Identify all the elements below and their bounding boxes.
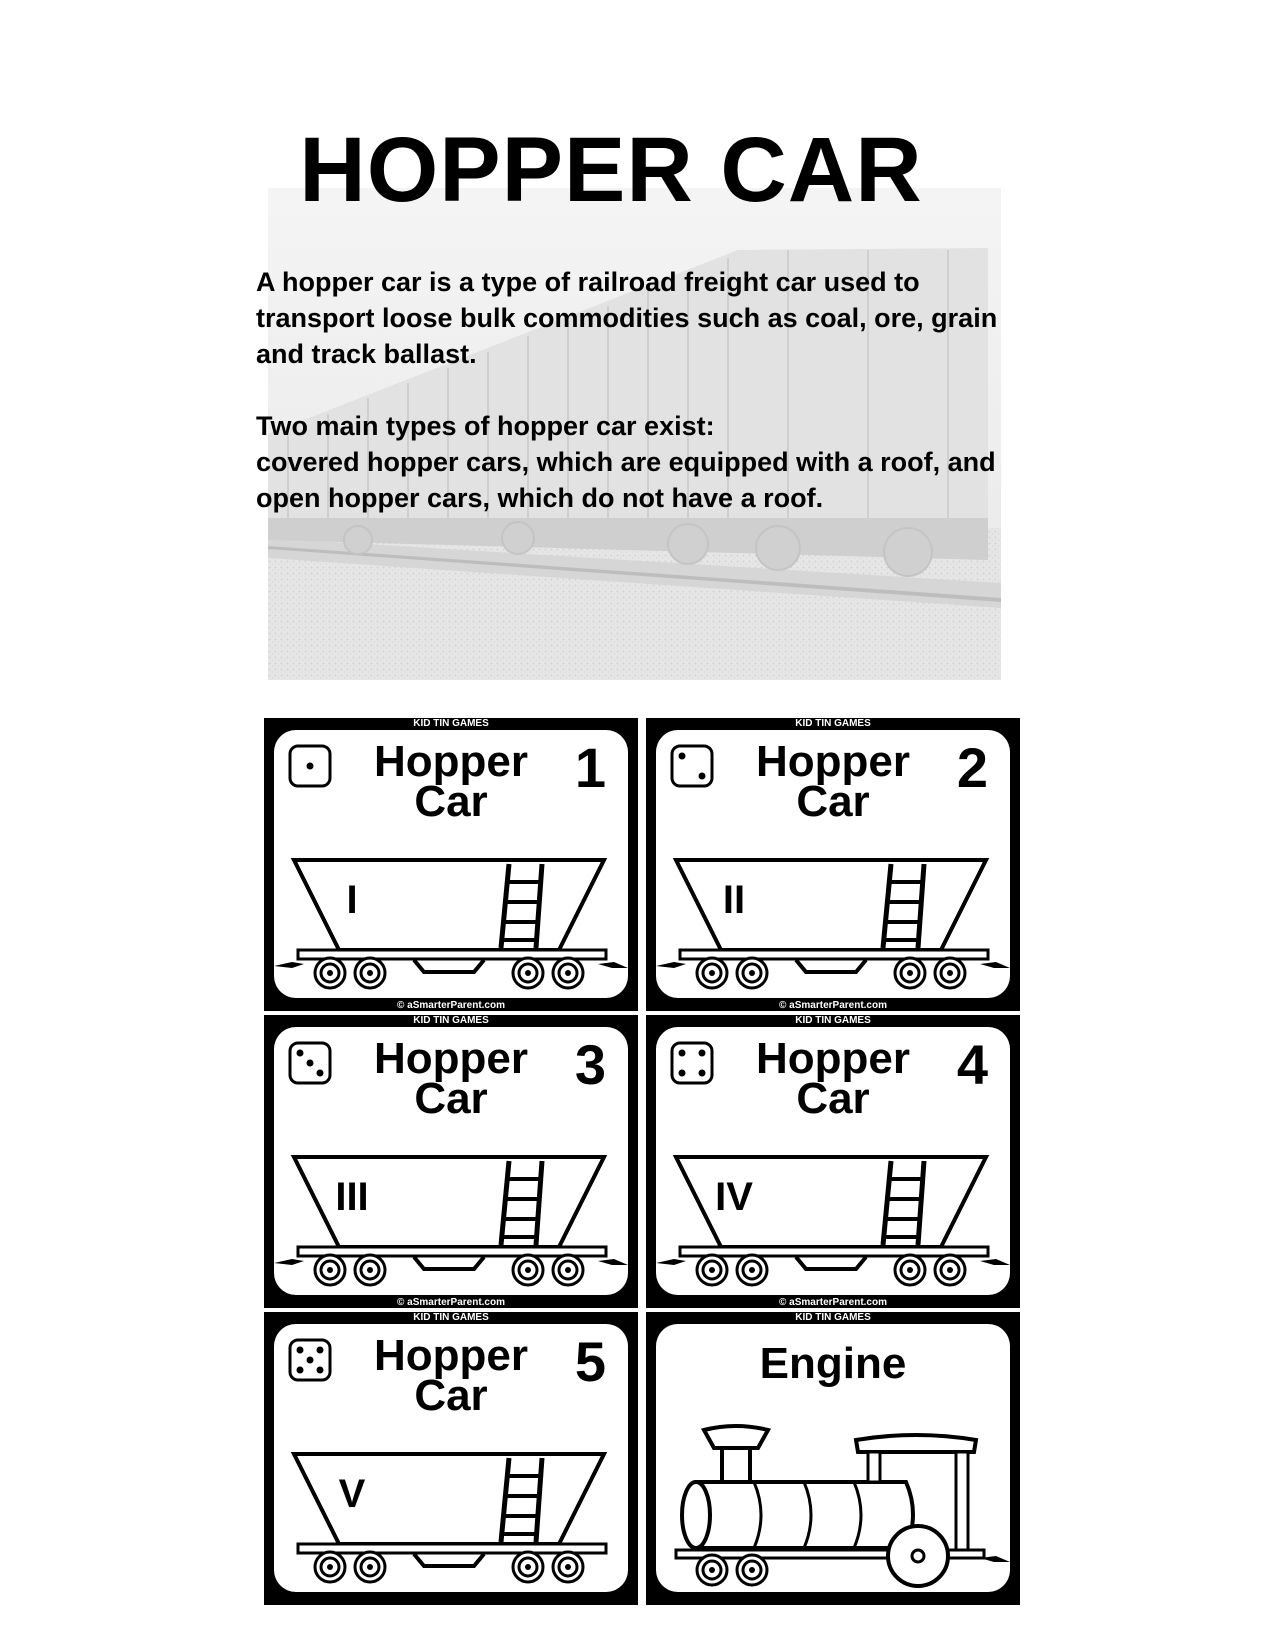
card-face [656, 1027, 1010, 1295]
page-title: HOPPER CAR [299, 119, 923, 221]
card-number: 2 [956, 736, 988, 799]
hopper-car-drawing [656, 1027, 1010, 1295]
intro-paragraph-types-heading: Two main types of hopper car exist: [256, 411, 715, 441]
hopper-card-5 [264, 1312, 638, 1605]
intro-paragraph-types: covered hopper cars, which are equipped with a roof, and open hopper cars, which do not have a roof. [256, 447, 996, 513]
card-roman-numeral: I [346, 878, 358, 922]
card-copyright: © aSmarterParent.com [397, 1000, 505, 1011]
card-number: 4 [956, 1033, 988, 1096]
card-grid [264, 718, 1020, 1611]
card-title: Engine [759, 1339, 907, 1388]
card-title-line2: Car [414, 1371, 488, 1420]
card-brand: KID TIN GAMES [795, 1015, 871, 1026]
card-brand: KID TIN GAMES [413, 1015, 489, 1026]
card-face [656, 730, 1010, 998]
card-title-line2: Car [414, 777, 488, 826]
hopper-card-3 [264, 1015, 638, 1308]
hopper-card-4 [646, 1015, 1020, 1308]
card-roman-numeral: III [335, 1175, 369, 1219]
card-brand: KID TIN GAMES [413, 718, 489, 729]
intro-text [256, 264, 1016, 516]
card-title-line1: Hopper [374, 1331, 528, 1380]
card-brand: KID TIN GAMES [413, 1312, 489, 1323]
card-roman-numeral: II [722, 878, 746, 922]
card-face [274, 1027, 628, 1295]
card-brand: KID TIN GAMES [795, 1312, 871, 1323]
card-roman-numeral: V [338, 1472, 366, 1516]
card-title-line1: Hopper [374, 1034, 528, 1083]
hopper-car-drawing [274, 730, 628, 998]
hopper-card-2 [646, 718, 1020, 1011]
card-title-line1: Hopper [374, 737, 528, 786]
card-copyright: © aSmarterParent.com [779, 1000, 887, 1011]
steam-engine-drawing [656, 1324, 1010, 1592]
hopper-car-drawing [656, 730, 1010, 998]
card-roman-numeral: IV [715, 1175, 753, 1219]
card-number: 3 [574, 1033, 606, 1096]
card-title-line1: Hopper [756, 1034, 910, 1083]
card-face [656, 1324, 1010, 1592]
card-number: 1 [574, 736, 606, 799]
card-title-line2: Car [796, 1074, 870, 1123]
card-face [274, 1324, 628, 1592]
card-copyright: © aSmarterParent.com [397, 1297, 505, 1308]
engine-card [646, 1312, 1020, 1605]
hopper-card-1 [264, 718, 638, 1011]
intro-paragraph-definition: A hopper car is a type of railroad freight car used to transport loose bulk commodities such as coal, ore, grain and track ballast. [256, 267, 998, 369]
card-brand: KID TIN GAMES [795, 718, 871, 729]
hopper-car-drawing [274, 1324, 628, 1592]
card-face [274, 730, 628, 998]
card-number: 5 [574, 1330, 606, 1393]
card-title-line1: Hopper [756, 737, 910, 786]
hopper-car-drawing [274, 1027, 628, 1295]
card-copyright: © aSmarterParent.com [779, 1297, 887, 1308]
card-title-line2: Car [796, 777, 870, 826]
card-title-line2: Car [414, 1074, 488, 1123]
